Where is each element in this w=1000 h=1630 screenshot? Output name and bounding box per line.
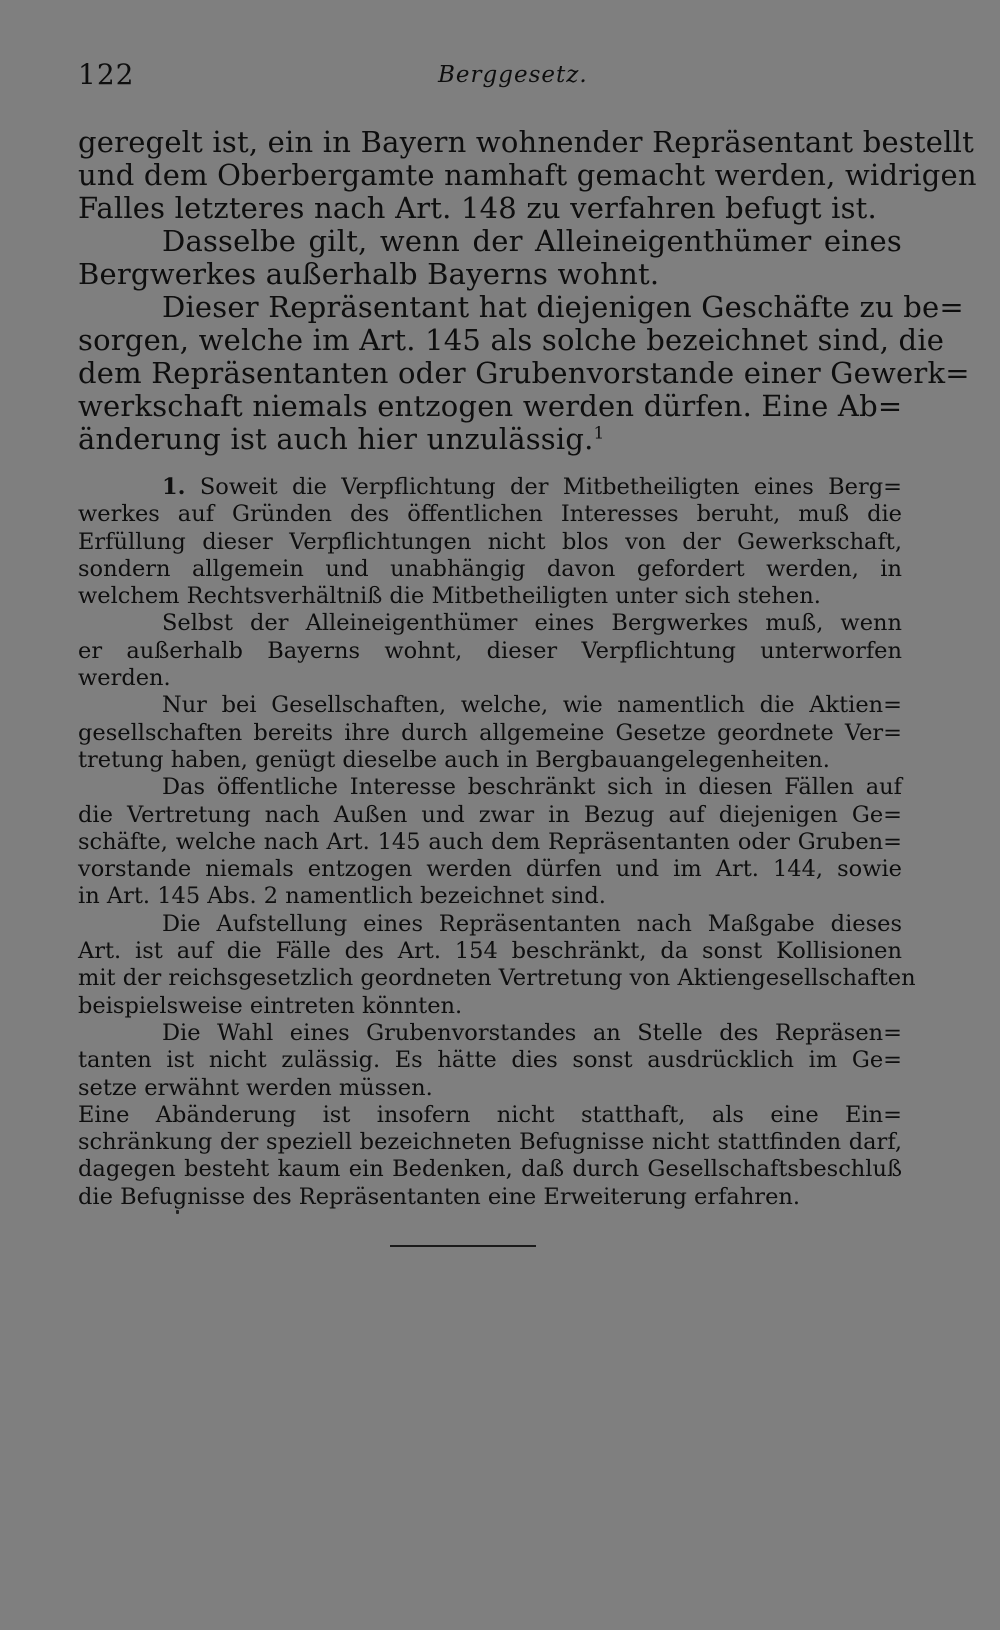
footnote-line: die Befugnisse des Repräsentanten eine Erweiterung erfahren.: [78, 1183, 801, 1210]
text-line: änderung ist auch hier unzulässig.: [78, 422, 594, 456]
footnote-line: schränkung der speziell bezeichneten Befugnisse nicht stattfinden darf,: [78, 1129, 902, 1156]
text-line: Dieser Repräsentant hat diejenigen Geschäfte zu be=: [162, 290, 964, 324]
footnote-line: dagegen besteht kaum ein Bedenken, daß durch Gesellschaftsbeschluß: [78, 1156, 902, 1183]
footnote-line: Art. ist auf die Fälle des Art. 154 beschränkt, da sonst Kollisionen: [78, 938, 902, 965]
footnote-marker: 1.: [162, 474, 186, 500]
running-head: [78, 58, 902, 98]
text-line: geregelt ist, ein in Bayern wohnender Repräsentant bestellt: [78, 125, 974, 159]
footnote-line: Das öffentliche Interesse beschränkt sich in diesen Fällen auf: [162, 774, 902, 801]
footnote-line: welchem Rechtsverhältniß die Mitbetheiligten unter sich stehen.: [78, 583, 821, 610]
footnote-line: mit der reichsgesetzlich geordneten Vertretung von Aktiengesellschaften: [78, 965, 916, 992]
footnote-line: tanten ist nicht zulässig. Es hätte dies sonst ausdrücklich im Ge=: [78, 1047, 902, 1074]
footnote-line: Selbst der Alleineigenthümer eines Bergwerkes muß, wenn: [162, 610, 902, 637]
footnote-line: die Vertretung nach Außen und zwar in Bezug auf diejenigen Ge=: [78, 801, 902, 828]
text-line: dem Repräsentanten oder Grubenvorstande einer Gewerk=: [78, 356, 970, 390]
footnote-line: gesellschaften bereits ihre durch allgemeine Gesetze geordnete Ver=: [78, 719, 902, 746]
footnote-line: Nur bei Gesellschaften, welche, wie namentlich die Aktien=: [162, 692, 902, 719]
footnote-line: sondern allgemein und unabhängig davon gefordert werden, in: [78, 555, 902, 582]
footnote-line: Eine Abänderung ist insofern nicht statthaft, als eine Ein=: [78, 1101, 902, 1128]
text-line-with-footnote: [78, 423, 902, 456]
running-title: Berggesetz.: [438, 62, 588, 88]
end-rule: [390, 1245, 536, 1247]
text-line: Falles letzteres nach Art. 148 zu verfahren befugt ist.: [78, 191, 877, 225]
footnote-line: Die Aufstellung eines Repräsentanten nach Maßgabe dieses: [162, 910, 902, 937]
footnote-line: vorstande niemals entzogen werden dürfen und im Art. 144, sowie: [78, 856, 902, 883]
text-line: Bergwerkes außerhalb Bayerns wohnt.: [78, 257, 660, 291]
footnote-line: in Art. 145 Abs. 2 namentlich bezeichnet sind.: [78, 883, 606, 910]
footnote-line: er außerhalb Bayerns wohnt, dieser Verpflichtung unterworfen: [78, 637, 902, 664]
text-line: Dasselbe gilt, wenn der Alleineigenthümer eines: [162, 224, 902, 258]
footnote-line: tretung haben, genügt dieselbe auch in Bergbauangelegenheiten.: [78, 746, 830, 773]
footnote-line: Erfüllung dieser Verpflichtungen nicht blos von der Gewerkschaft,: [78, 528, 902, 555]
footnote-line-first: [78, 474, 902, 501]
footnote-line: beispielsweise eintreten könnten.: [78, 992, 463, 1019]
footnote-line: Soweit die Verpflichtung der Mitbetheiligten eines Berg=: [199, 474, 902, 500]
footnote-line: Die Wahl eines Grubenvorstandes an Stelle des Repräsen=: [162, 1019, 902, 1046]
footnote-line: setze erwähnt werden müssen.: [78, 1074, 433, 1101]
print-speck: [176, 1210, 179, 1214]
main-text: [78, 125, 977, 456]
book-page: [78, 58, 977, 1211]
text-line: und dem Oberbergamte namhaft gemacht werden, widrigen: [78, 158, 977, 192]
text-line: werkschaft niemals entzogen werden dürfen. Eine Ab=: [78, 389, 903, 423]
page-number: 122: [78, 58, 135, 91]
footnote-line: werden.: [78, 665, 171, 692]
footnote-line: werkes auf Gründen des öffentlichen Interesses beruht, muß die: [78, 501, 902, 528]
footnote-reference: 1: [593, 423, 605, 444]
text-line: sorgen, welche im Art. 145 als solche bezeichnet sind, die: [78, 323, 945, 357]
footnote-line: schäfte, welche nach Art. 145 auch dem Repräsentanten oder Gruben=: [78, 828, 902, 855]
footnotes: [78, 474, 916, 1211]
